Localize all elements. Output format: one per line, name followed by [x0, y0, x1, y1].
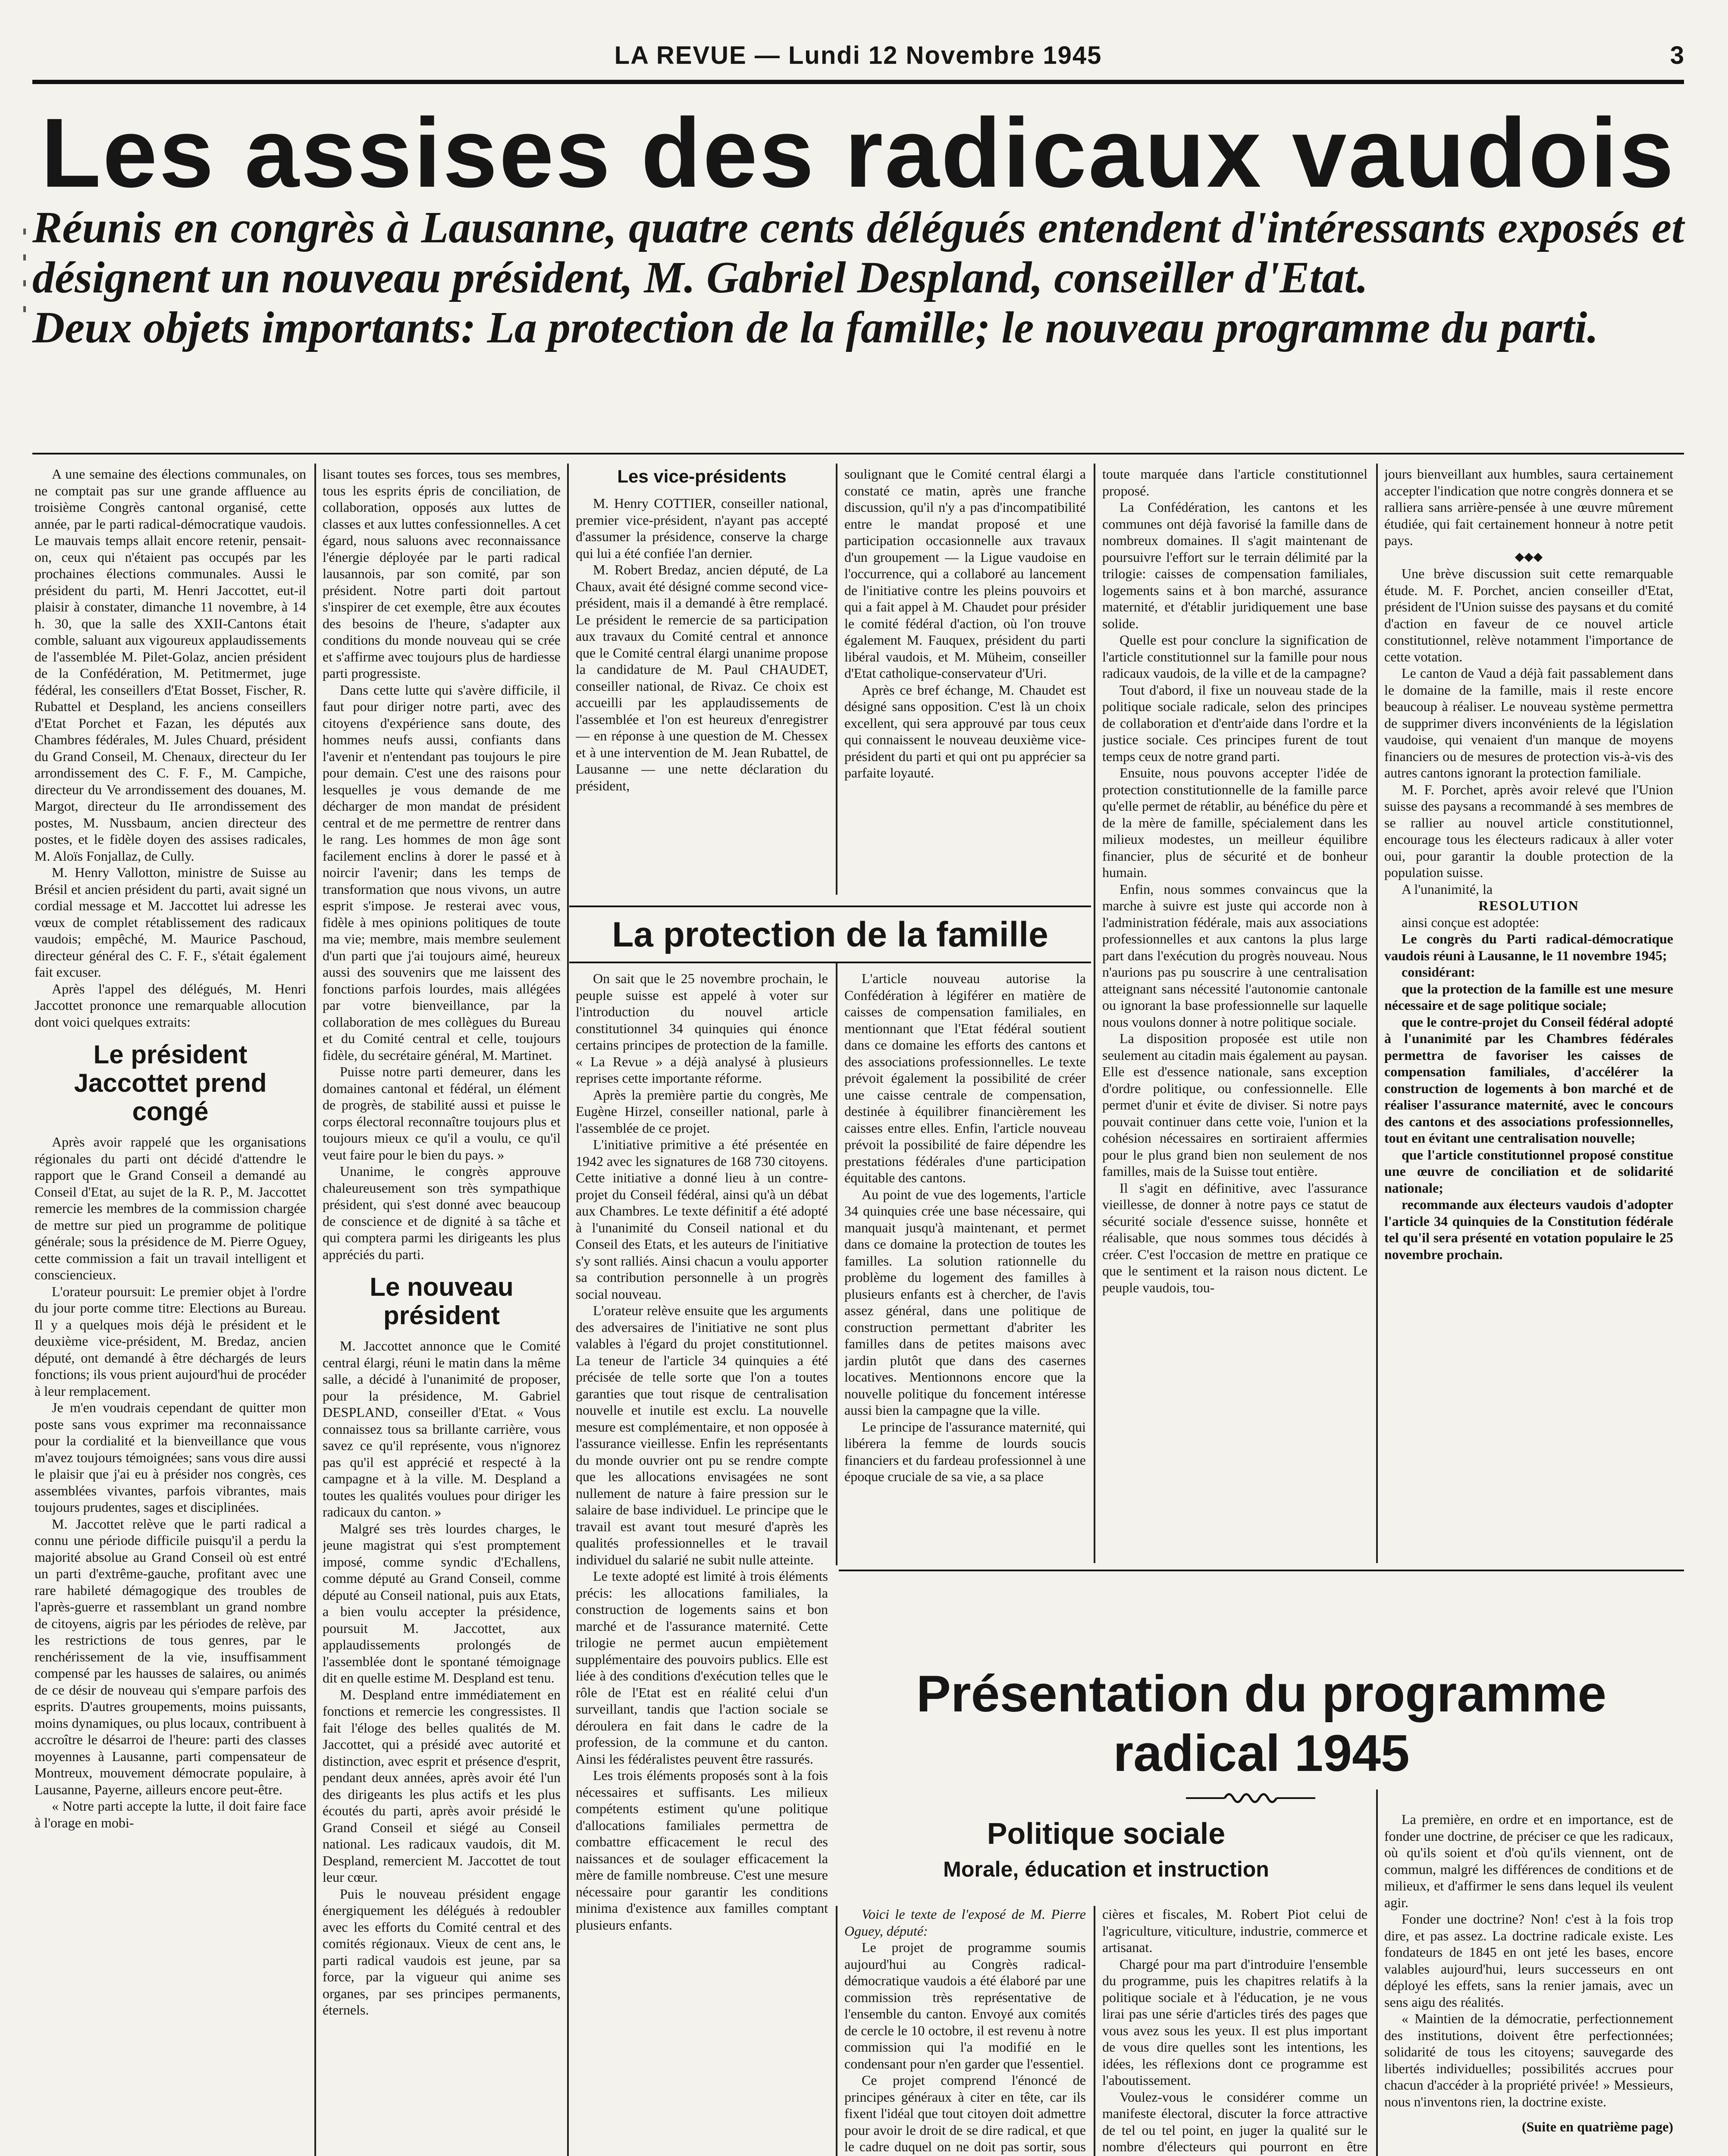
article-paragraph: ainsi conçue est adoptée: — [1402, 914, 1539, 930]
article-paragraph: Après avoir rappelé que les organisations régionales du parti ont décidé d'attendre le rapport que le Grand Conseil a demandé au Conseil d'Etat, au sujet de la R. P., M. Jaccottet remercie les membres de la commission chargée de mettre sur pied un programme de politique générale; sous la présidence de M. Pierre Oguey, cette commission a fait un travail intelligent et consciencieux. — [34, 1134, 306, 1282]
deck-line-1: Réunis en congrès à Lausanne, quatre cents délégués entendent d'intéressants exposés et désignent un nouveau président, M. Gabriel Despland, conseiller d'Etat. — [32, 203, 1684, 302]
subsection-heading: Morale, éducation et instruction — [943, 1857, 1269, 1881]
resolution-text: Le congrès du Parti radical-démocratique vaudois réuni à Lausanne, le 11 novembre 1945; — [1384, 931, 1673, 963]
column-rule-8 — [836, 1906, 837, 2156]
article-paragraph: M. Despland entre immédiatement en fonctions et remercie les congressistes. Il fait l'éloge des belles qualités de M. Jaccottet, qui a présidé avec autorité et distinction, avec esprit et présence d'esprit, pendant deux années, après avoir été l'un des dirigeants les plus actifs et les plus écoutés du parti, après avoir présidé le Grand Conseil et siégé au Conseil national. Les radicaux vaudois, dit M. Despland, remercient M. Jaccottet de tout leur cœur. — [323, 1686, 561, 1885]
article-paragraph: M. Jaccottet annonce que le Comité central élargi, réuni le matin dans la même salle, a décidé à l'unanimité de proposer, pour la présidence, M. Gabriel DESPLAND, conseiller d'Etat. « Vous connaissez tous sa brillante carrière, vous savez ce qu'il représente, vous n'ignorez pas qu'il est apprécié et respecté à la campagne et à la ville. M. Despland a toutes les qualités voulues pour diriger les radicaux du canton. » — [323, 1338, 561, 1520]
binding-marks — [22, 229, 28, 332]
article-paragraph: Les trois éléments proposés sont à la fois nécessaires et suffisants. Les milieux compétents estiment qu'une politique d'allocations familiales permettra de combattre efficacement le recul des naissances et de soulager efficacement la mère de famille nombreuse. C'est une mesure nécessaire pour garantir les conditions minima d'existence aux familles comptant plusieurs enfants. — [576, 1767, 828, 1933]
programme-column-c — [1384, 1811, 1673, 2156]
continued-note: (Suite en quatrième page) — [1521, 2119, 1673, 2134]
article-paragraph: Fonder une doctrine? Non! c'est à la fois trop dire, et pas assez. La doctrine radicale existe. Les fondateurs de 1845 en ont jeté les bases, encore valables aujourd'hui, leurs successeurs en ont déployé les effets, sans la renier jamais, avec un sens aigu des réalités. — [1384, 1911, 1673, 2010]
column-6 — [1384, 466, 1673, 1794]
famille-top-rule — [569, 906, 1091, 907]
article-paragraph: Le principe de l'assurance maternité, qui libérera la femme de lourds soucis financiers et du fardeau professionnel à une époque cruciale de sa vie, a sa place — [844, 1419, 1086, 1484]
famille-headline: La protection de la famille — [612, 915, 1048, 954]
column-rule-7 — [1376, 1789, 1378, 2156]
resolution-heading: RESOLUTION — [1478, 898, 1579, 913]
header-rule — [32, 80, 1684, 84]
article-paragraph: Je m'en voudrais cependant de quitter mon poste sans vous exprimer ma reconnaissance pour la cordialité et la bienveillance que vous m'avez toujours témoignées; sans vous dire aussi le plaisir que j'ai eu à présider nos congrès, ces assemblées vivantes, parfois vibrantes, mais toujours prudentes, sages et disciplinées. — [34, 1400, 306, 1515]
article-paragraph: Quelle est pour conclure la signification de l'article constitutionnel sur la famille pour nous radicaux vaudois, de la ville et de la campagne? — [1102, 632, 1367, 681]
article-paragraph: La première, en ordre et en importance, est de fonder une doctrine, de préciser ce que les radicaux, où qu'ils soient et d'où qu'ils viennent, ont de commun, malgré les différences de conditions et de milieux, et d'affirmer le sens dans lequel ils veulent agir. — [1384, 1811, 1673, 1910]
ornament-squiggle — [1186, 1789, 1315, 1807]
subhead-jaccottet: Le président Jaccottet prend congé — [74, 1040, 267, 1126]
article-paragraph: M. Jaccottet relève que le parti radical a connu une période difficile puisqu'il a perdu la majorité absolue au Grand Conseil où est entré un parti d'extrême-gauche, profitant avec une rare habileté démagogique des troubles de l'après-guerre et rassemblant un grand nombre de citoyens, aigris par les périodes de relève, par les restrictions de tous genres, par le renchérissement de la vie, insuffisamment compensé par les hausses de salaires, ou animés de ce désir de nouveau qui s'empare parfois des esprits. D'autres groupements, moins puissants, moins dynamiques, ou plus locaux, contribuent à accroître le désarroi de l'heure: parti des classes moyennes à Lausanne, parti compensateur de Montreux, mouvement démocrate populaire, à Lausanne, Payerne, ailleurs encore peut-être. — [34, 1516, 306, 1797]
page-number: 3 — [1670, 41, 1684, 69]
article-intro: Voici le texte de l'exposé de M. Pierre Oguey, député: — [844, 1906, 1086, 1939]
article-paragraph: A l'unanimité, la — [1402, 881, 1493, 897]
article-paragraph: toute marquée dans l'article constitutionnel proposé. — [1102, 466, 1367, 498]
article-paragraph: Le projet de programme soumis aujourd'hui au Congrès radical-démocratique vaudois a été élaboré par une commission très représentative de l'ensemble du canton. Envoyé aux comités de cercle le 10 octobre, il est revenu à notre commission qui l'a modifié en le condensant pour n'en garder que l'essentiel. — [844, 1940, 1086, 2071]
article-paragraph: A une semaine des élections communales, on ne comptait pas sur une grande affluence au troisième Congrès cantonal organisé, cette année, par le parti radical-démocratique vaudois. Le mauvais temps allait encore retenir, pensait-on, ceux qui n'étaient pas occupés par les prochaines élections communales. Aussi le président du parti, M. Henri Jaccottet, eut-il plaisir à constater, dimanche 11 novembre, à 14 h. 30, que la salle des XXII-Cantons était comble, saluant aux vigoureux applaudissements de l'assemblée M. Pilet-Golaz, ancien président de la Confédération, M. Petitmermet, juge fédéral, les conseillers d'Etat Bosset, Fischer, R. Rubattel et Despland, les anciens conseillers d'Etat Porchet et Fazan, les députés aux Chambres fédérales, M. Jules Chuard, président du Grand Conseil, M. Chenaux, directeur du Ier arrondissement des C. F. F., M. Campiche, directeur du Ve arrondissement des douanes, M. Margot, directeur du IIe arrondissement des postes, M. Nussbaum, ancien directeur des postes, et le fidèle doyen des assises radicales, M. Aloïs Fonjallaz, de Cully. — [34, 466, 306, 864]
programme-column-a — [844, 1906, 1086, 2156]
article-paragraph: « Notre parti accepte la lutte, il doit faire face à l'orage en mobi- — [34, 1798, 306, 1830]
column-rule-5 — [1376, 464, 1378, 1563]
article-paragraph: La disposition proposée est utile non seulement au citadin mais également au paysan. Elle est d'essence nationale, sans exception d'ordre politique, ou confessionnelle. Elle permet d'unir et évite de diviser. Si notre pays pouvait continuer dans cette voie, l'union et la cohésion nécessaires en sortiraient affermies pour le plus grand bien non seulement de nos familles, mais de la Suisse tout entière. — [1102, 1031, 1367, 1179]
article-paragraph: L'initiative primitive a été présentée en 1942 avec les signatures de 168 730 citoyens. Cette initiative a donné lieu à un contre-projet du Conseil fédéral, ainsi qu'à un débat aux Chambres. Le texte définitif a été adopté à l'unanimité du Conseil national et du Conseil des Etats, et les auteurs de l'initiative s'y sont ralliés. Ainsi chacun a voulu apporter sa contribution personnelle à un progrès social nouveau. — [576, 1137, 828, 1302]
resolution-text: que la protection de la famille est une mesure nécessaire et de sage politique sociale; — [1384, 981, 1673, 1013]
article-paragraph: Enfin, nous sommes convaincus que la marche à suivre est juste qui accorde non à l'administration fédérale, mais aux associations professionnelles et aux cantons la plus large part dans l'exécution du progrès nouveau. Nous n'aurions pas pu souscrire à une centralisation atteignant sans nécessité l'autonomie cantonale ou ignorant la base professionnelle sur laquelle nous voulons donner à notre politique sociale. — [1102, 881, 1367, 1030]
article-paragraph: Voulez-vous le considérer comme un manifeste électoral, discuter la force attractive de tel ou tel point, en juger la qualité sur le nombre d'électeurs qui pourront en être — [1102, 2089, 1367, 2154]
article-paragraph: Chargé pour ma part d'introduire l'ensemble du programme, puis les chapitres relatifs à la politique sociale et à l'éducation, je ne vous lirai pas une série d'articles tirés des pages que vous avez sous les yeux. Il est plus important de vous dire quelles sont les intentions, les idées, les réflexions dont ce programme est l'aboutissement. — [1102, 1956, 1367, 2088]
article-paragraph: M. F. Porchet, après avoir relevé que l'Union suisse des paysans a recommandé à ses membres de se rallier au nouvel article constitutionnel, encourage tous les électeurs radicaux à aller voter oui, pour garantir la double protection de la population suisse. — [1384, 781, 1673, 880]
resolution-text: considérant: — [1402, 964, 1475, 980]
column-2 — [323, 466, 561, 2156]
article-paragraph: cières et fiscales, M. Robert Piot celui de l'agriculture, viticulture, industrie, commerce et artisanat. — [1102, 1906, 1367, 1955]
separator-ornament: ◆◆◆ — [1515, 550, 1543, 564]
famille-column-b — [844, 970, 1086, 1565]
programme-column-b — [1102, 1906, 1367, 2156]
famille-column-a — [576, 970, 828, 2156]
programme-headline-1: Présentation du programme — [916, 1665, 1607, 1723]
subhead-vice-presidents: Les vice-présidents — [617, 466, 787, 486]
column-rule-1 — [314, 464, 316, 2156]
article-paragraph: Le texte adopté est limité à trois éléments précis: les allocations familiales, la construction de logements sains et bon marché et de l'assurance maternité. Cette trilogie ne permet aucun empiètement supplémentaire des pouvoirs publics. Elle est liée à des conditions d'exécution telles que le rôle de l'Etat est en réalité celui d'un surveillant, tandis que l'action sociale se déroulera en fait dans le cadre de la profession, de la commune et du canton. Ainsi les fédéralistes peuvent être rassurés. — [576, 1568, 828, 1767]
resolution-text: que l'article constitutionnel proposé constitue une œuvre de conciliation et de solidarité nationale; — [1384, 1147, 1673, 1196]
deck-rule — [32, 453, 1684, 454]
programme-headline-2: radical 1945 — [1113, 1724, 1410, 1782]
article-paragraph: L'article nouveau autorise la Confédération à légiférer en matière de caisses de compensation familiales, en mentionnant que l'Etat fédéral soutient dans ce domaine les efforts des cantons et des associations professionnelles. Le texte prévoit également la possibilité de créer une caisse centrale de compensation, destinée à équilibrer financièrement les caisses entre elles. Enfin, l'article nouveau prévoit la possibilité de faire dépendre les prestations fédérales d'une participation équitable des cantons. — [844, 971, 1086, 1185]
column-1 — [34, 466, 306, 2156]
article-paragraph: Après ce bref échange, M. Chaudet est désigné sans opposition. C'est là un choix excellent, qui sera approuvé par tous ceux qui connaissent le nouveau deuxième vice-président du parti et qui ont pu apprécier sa parfaite loyauté. — [844, 682, 1086, 780]
headline-deck — [32, 203, 1684, 353]
column-5 — [1102, 466, 1367, 1570]
article-paragraph: L'orateur poursuit: Le premier objet à l'ordre du jour porte comme titre: Elections au Bureau. Il y a quelques mois déjà le président et le deuxième vice-président, M. Bredaz, ancien député, ont demandé à être déchargés de leurs fonctions; ils vous prient aujourd'hui de procéder à leur remplacement. — [34, 1283, 306, 1399]
article-paragraph: Dans cette lutte qui s'avère difficile, il faut pour diriger notre parti, avec des citoyens d'expérience sans doute, des hommes neufs aussi, confiants dans l'avenir et n'entendant pas toujours le pire pour demain. C'est une des raisons pour lesquelles je vous demande de me décharger de mon mandat de président central et de me permettre de rentrer dans le rang. Les hommes de mon âge sont facilement enclins à dorer le passé et à noircir l'avenir; dans les temps de transformation que nous vivons, un autre esprit s'impose. Je resterai avec vous, fidèle à mes opinions politiques de toute ma vie; membre, mais membre seulement d'un parti que j'ai toujours aimé, heureux aussi des souvenirs que me laissent des fonctions parfois lourdes, mais allégées par votre bienveillance, par la collaboration de mes collègues du Bureau et du Comité central et celle, toujours fidèle, du secrétaire général, M. Martinet. — [323, 682, 561, 1063]
column-rule-4 — [1094, 464, 1095, 1563]
article-paragraph: Il s'agit en définitive, avec l'assurance vieillesse, de donner à notre pays ce statut de sécurité sociale d'essence suisse, honnête et réalisable, que nous sommes tous décidés à créer. C'est l'occasion de mettre en pratique ce que le sentiment et la raison nous dictent. Le peuple vaudois, tou- — [1102, 1180, 1367, 1295]
resolution-text: recommande aux électeurs vaudois d'adopter l'article 34 quinquies de la Constitution fédérale tel qu'il sera présenté en votation populaire le 25 novembre prochain. — [1384, 1197, 1673, 1262]
running-title: LA REVUE — Lundi 12 Novembre 1945 — [614, 41, 1102, 69]
article-paragraph: Au point de vue des logements, l'article 34 quinquies crée une base nécessaire, qui manquait jusqu'à maintenant, et permet dans ce domaine la protection de toutes les familles. La solution rationnelle du problème du logement des familles à plusieurs enfants est à chercher, de l'avis assez général, dans une politique de construction permettant d'abriter les familles dans de petites maisons avec jardin plutôt que dans des casernes locatives. Mentionnons encore que la nouvelle politique du foncement intéresse aussi bien la campagne que la ville. — [844, 1186, 1086, 1418]
article-paragraph: « Maintien de la démocratie, perfectionnement des institutions, doivent être perfectionnées; solidarité de tous les citoyens; sauvegarde des libertés individuelles; possibilités accrues pour chacun d'accéder à la propriété privée! » Messieurs, nous n'inventons rien, la doctrine existe. — [1384, 2011, 1673, 2109]
article-paragraph: L'orateur relève ensuite que les arguments des adversaires de l'initiative ne sont plus valables à l'égard du projet constitutionnel. La teneur de l'article 34 quinquies a été précisée de telle sorte que l'on a toutes garanties que tout risque de centralisation nouvelle et inutile est exclu. La nouvelle mesure est complémentaire, et non opposée à l'assurance vieillesse. Enfin les représentants du monde ouvrier ont pu se rendre compte que les allocations envisagées ne sont nullement de nature à faire pression sur le salaire de base individuel. Le principe que le travail est avant tout mesuré d'après les qualités professionnelles et le travail individuel du salarié ne subit nulle atteinte. — [576, 1303, 828, 1567]
article-paragraph: Puis le nouveau président engage énergiquement les délégués à redoubler avec les efforts du Comité central et des comités régionaux. Vieux de cent ans, le parti radical vaudois est jeune, par sa force, par la vigueur qui anime ses organes, par ses principes permanents, éternels. — [323, 1886, 561, 2018]
main-headline: Les assises des radicaux vaudois — [41, 98, 1676, 208]
article-paragraph: La Confédération, les cantons et les communes ont déjà favorisé la famille dans de nombreux domaines. Il s'agit maintenant de poursuivre l'effort sur le terrain délimité par la trilogie: caisses de compensation familiales, logements sains et à bon marché, assurance maternité, et d'établir juridiquement une base solide. — [1102, 499, 1367, 631]
article-paragraph: lisant toutes ses forces, tous ses membres, tous les esprits épris de conciliation, de collaboration, opposés aux luttes de classes et aux luttes confessionnelles. A cet égard, nous saluons avec reconnaissance l'énergie déployée par le parti radical lausannois, par son comité, par son président. Notre parti doit partout s'inspirer de cet exemple, être aux écoutes des besoins de l'heure, s'adapter aux conditions du monde nouveau qui se crée et s'affirme avec toujours plus de hardiesse parti progressiste. — [323, 466, 561, 681]
article-paragraph: jours bienveillant aux humbles, saura certainement accepter l'indication que notre congrès donnera et se ralliera sans arrière-pensée à une œuvre mûrement étudiée, qui fait certainement honneur à notre petit pays. — [1384, 466, 1673, 548]
article-paragraph: Puisse notre parti demeurer, dans les domaines cantonal et fédéral, un élément de progrès, de stabilité aussi et puisse le corps électoral reconnaître toujours plus et toujours mieux ce qu'il a voulu, ce qu'il veut faire pour le bien du pays. » — [323, 1064, 561, 1163]
article-paragraph: Après la première partie du congrès, Me Eugène Hirzel, conseiller national, parle à l'assemblée de ce projet. — [576, 1087, 828, 1136]
column-rule-2 — [567, 464, 569, 2156]
article-paragraph: On sait que le 25 novembre prochain, le peuple suisse est appelé à voter sur l'introduction du nouvel article constitutionnel 34 quinquies qui énonce certains principes de protection de la famille. « La Revue » a déjà analysé à plusieurs reprises cette importante réforme. — [576, 971, 828, 1086]
section-heading: Politique sociale — [987, 1817, 1226, 1850]
famille-bottom-rule — [569, 962, 1091, 963]
article-paragraph: Unanime, le congrès approuve chaleureusement son très sympathique président, qui s'est donné avec beaucoup de conscience et de dignité à sa tâche et qui comptera parmi les dirigeants les plus appréciés du parti. — [323, 1163, 561, 1262]
resolution-text: que le contre-projet du Conseil fédéral adopté à l'unanimité par les Chambres fédérales permettra de favoriser les caisses de compensation familiales, d'accélérer la construction de logements à bon marché et de réaliser l'assurance maternité, avec le concours des cantons et des associations professionnelles, tout en évitant une centralisation nouvelle; — [1384, 1014, 1673, 1146]
article-paragraph: M. Henry COTTIER, conseiller national, premier vice-président, n'ayant pas accepté d'assumer la présidence, conserve la charge qui lui a été confiée l'an dernier. — [576, 495, 828, 561]
article-paragraph: Après l'appel des délégués, M. Henri Jaccottet prononce une remarquable allocution dont voici quelques extraits: — [34, 981, 306, 1030]
deck-line-2: Deux objets importants: La protection de la famille; le nouveau programme du parti. — [32, 303, 1599, 352]
column-rule-6 — [836, 962, 837, 1565]
article-paragraph: M. Henry Vallotton, ministre de Suisse au Brésil et ancien président du parti, avait signé un cordial message et M. Jaccottet lui adresse les vœux de complet rétablissement des radicaux vaudois; empêché, M. Maurice Paschoud, directeur général des C. F. F., s'était également fait excuser. — [34, 865, 306, 980]
column-4 — [844, 466, 1086, 875]
article-paragraph: Ce projet comprend l'énoncé de principes généraux à citer en tête, car ils fixent l'idéal que tout citoyen doit admettre pour avoir le droit de se dire radical, et que le cadre duquel on ne doit pas sortir, sous — [844, 2072, 1086, 2154]
article-paragraph: Le canton de Vaud a déjà fait passablement dans le domaine de la famille, mais il reste encore beaucoup à réaliser. Le nouveau système permettra de supprimer divers inconvénients de la législation vaudoise, qui venaient d'un manque de moyens financiers ou de mesures de protection vis-à-vis des autres cantons ignorant la protection familiale. — [1384, 665, 1673, 780]
running-header — [32, 41, 1684, 80]
column-rule-3 — [836, 464, 837, 895]
article-paragraph: Tout d'abord, il fixe un nouveau stade de la politique sociale radicale, selon des principes de collaboration et d'entr'aide dans l'ordre et la justice sociale. Ces principes furent de tout temps ceux de notre grand parti. — [1102, 682, 1367, 764]
article-paragraph: soulignant que le Comité central élargi a constaté ce matin, après une franche discussion, qu'il n'y a pas d'incompatibilité entre le mandat proposé et une participation occasionnelle aux travaux d'un groupement — la Ligue vaudoise en l'occurrence, qui a collaboré au lancement de l'initiative contre les pleins pouvoirs et qui a fait appel à M. Chaudet pour présider le comité fédéral d'action, où l'on trouve également M. Fauquex, président du parti libéral vaudois, et M. Müheim, conseiller d'Etat catholique-conservateur d'Uri. — [844, 466, 1086, 681]
article-paragraph: M. Robert Bredaz, ancien député, de La Chaux, avait été désigné comme second vice-président, mais il a demandé à être remplacé. Le président le remercie de sa participation aux travaux du Comité central et annonce que le Comité central élargi unanime propose la candidature de M. Paul CHAUDET, conseiller national, de Rivaz. Ce choix est accueilli par les applaudissements de l'assemblée et l'on est heureux d'enregistrer — en réponse à une question de M. Chessex et à une intervention de M. Jean Rubattel, de Lausanne — une nette déclaration du président, — [576, 562, 828, 793]
subhead-nouveau-president: Le nouveau président — [370, 1272, 514, 1330]
column-3 — [576, 466, 828, 901]
programme-top-rule — [839, 1570, 1684, 1571]
article-paragraph: Malgré ses très lourdes charges, le jeune magistrat qui s'est promptement imposé, comme syndic d'Echallens, comme député au Grand Conseil, comme député au Conseil national, puis aux Etats, a bien voulu accepter la présidence, poursuit M. Jaccottet, aux applaudissements prolongés de l'assemblée dont le spontané témoignage dit en quelle estime M. Despland est tenu. — [323, 1520, 561, 1686]
column-rule-9 — [1094, 1906, 1095, 2156]
article-paragraph: Une brève discussion suit cette remarquable étude. M. F. Porchet, ancien conseiller d'Etat, président de l'Union suisse des paysans et du comité d'action en faveur de ce nouvel article constitutionnel, relève notamment l'importance de cette votation. — [1384, 566, 1673, 664]
article-paragraph: Ensuite, nous pouvons accepter l'idée de protection constitutionnelle de la famille parce qu'elle permet de rétablir, au bénéfice du père et de la mère de famille, spécialement dans les milieux modestes, un meilleur équilibre financier, plus de sécurité et de bonheur humain. — [1102, 765, 1367, 880]
